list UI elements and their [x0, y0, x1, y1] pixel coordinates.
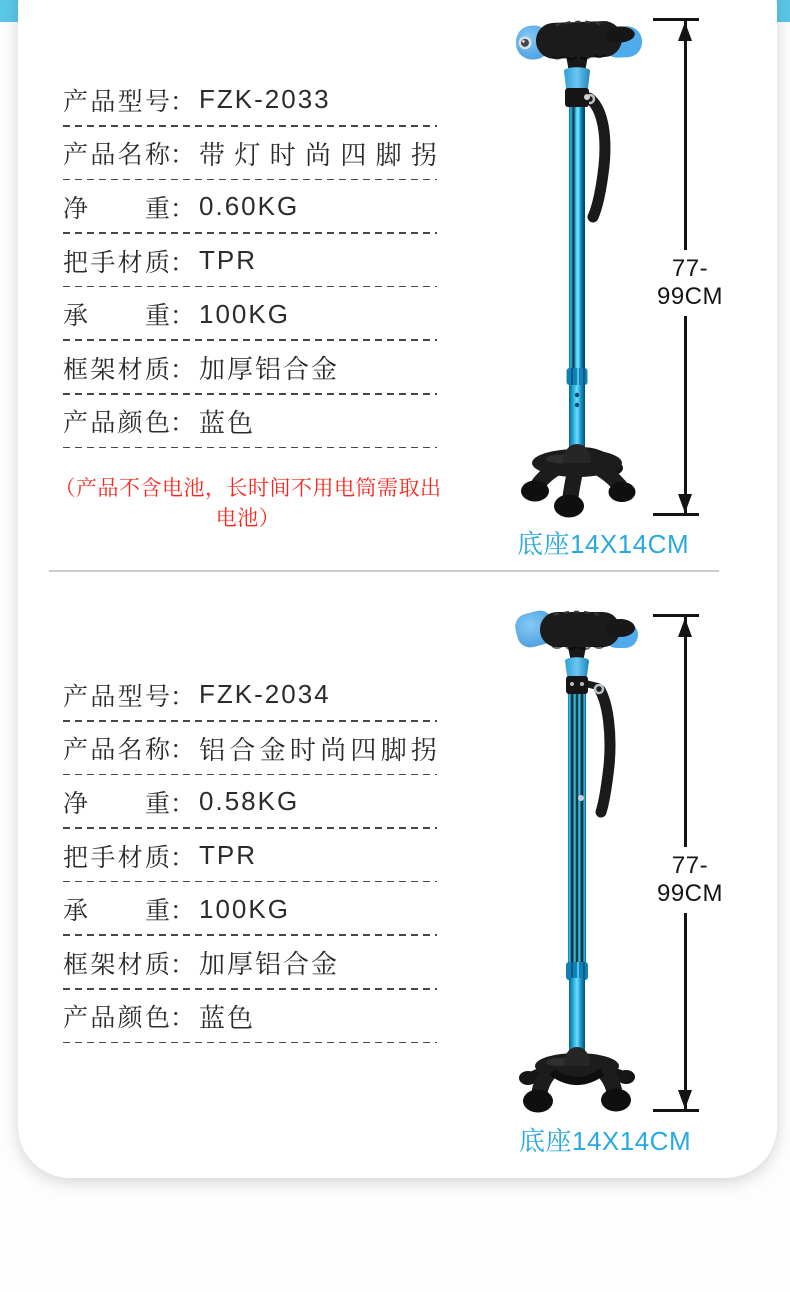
spec-colon: ：: [170, 87, 196, 116]
wrist-strap: [586, 95, 605, 217]
spec-row: [63, 775, 437, 829]
dimension-cap-bottom: [653, 1109, 699, 1112]
arrow-down-icon: [678, 494, 692, 513]
arrow-up-icon: [678, 22, 692, 41]
spec-label: 产品名称: [63, 736, 170, 765]
spec-row: [63, 341, 437, 395]
spec-value: TPR: [199, 245, 258, 276]
quad-base: [519, 1047, 635, 1113]
spec-value: 0.58KG: [199, 786, 300, 817]
spec-colon: ：: [170, 194, 196, 223]
spec-table-product-1: [63, 73, 437, 448]
height-adjust-button: [578, 795, 584, 801]
spec-colon: ：: [170, 302, 196, 331]
spec-row: [63, 73, 437, 127]
spec-value: 100KG: [199, 893, 290, 924]
spec-label: 把手材质: [63, 843, 170, 872]
spec-value: 蓝色: [199, 1002, 256, 1033]
height-label: 77-99CM: [644, 847, 736, 913]
dimension-cap-top: [653, 614, 699, 617]
spec-value: TPR: [199, 840, 258, 871]
spec-label: 净重: [63, 789, 170, 818]
spec-row: [63, 180, 437, 234]
spec-row: [63, 829, 437, 883]
spec-colon: ：: [170, 141, 196, 170]
spec-row: [63, 395, 437, 449]
battery-note: （产品不含电池，长时间不用电筒需取出电池）: [54, 477, 442, 530]
spec-value: 加厚铝合金: [199, 949, 340, 980]
spec-value: FZK-2033: [199, 84, 331, 115]
wrist-strap: [584, 680, 610, 812]
spec-value: 加厚铝合金: [199, 354, 340, 385]
spec-value: 铝合金时尚四脚拐: [199, 734, 437, 765]
cane-shaft: [566, 692, 588, 1058]
spec-row: [63, 287, 437, 341]
quad-base: [521, 444, 636, 518]
cane-shaft: [567, 106, 588, 463]
arrow-up-icon: [678, 618, 692, 637]
spec-label: 承重: [63, 897, 170, 926]
spec-table-product-2: [63, 668, 437, 1043]
spec-row: [63, 668, 437, 722]
spec-value: 蓝色: [199, 407, 256, 438]
spec-value: 带灯时尚四脚拐: [199, 139, 437, 170]
spec-colon: ：: [170, 843, 196, 872]
spec-row: [63, 234, 437, 288]
spec-row: [63, 936, 437, 990]
dimension-cap-top: [653, 18, 699, 21]
spec-label: 把手材质: [63, 248, 170, 277]
spec-colon: ：: [170, 736, 196, 765]
spec-colon: ：: [170, 950, 196, 979]
cane-image-fzk2033: [492, 14, 662, 526]
height-label: 77-99CM: [644, 250, 736, 316]
dimension-cap-bottom: [653, 513, 699, 516]
spec-label: 框架材质: [63, 950, 170, 979]
spec-row: [63, 127, 437, 181]
spec-colon: ：: [170, 789, 196, 818]
spec-colon: ：: [170, 409, 196, 438]
spec-label: 产品型号: [63, 87, 170, 116]
spec-row: [63, 722, 437, 776]
base-size-label: 底座14X14CM: [517, 529, 690, 559]
spec-colon: ：: [170, 682, 196, 711]
spec-label: 产品颜色: [63, 1004, 170, 1033]
section-divider: [49, 570, 719, 572]
spec-label: 产品颜色: [63, 409, 170, 438]
spec-label: 框架材质: [63, 355, 170, 384]
arrow-down-icon: [678, 1090, 692, 1109]
spec-label: 产品型号: [63, 682, 170, 711]
spec-row: [63, 882, 437, 936]
spec-colon: ：: [170, 248, 196, 277]
cane-handle: [512, 608, 638, 650]
spec-label: 净重: [63, 194, 170, 223]
spec-colon: ：: [170, 1004, 196, 1033]
spec-colon: ：: [170, 355, 196, 384]
spec-value: 0.60KG: [199, 191, 300, 222]
spec-label: 产品名称: [63, 141, 170, 170]
cane-handle: [515, 20, 642, 61]
spec-row: [63, 990, 437, 1044]
spec-colon: ：: [170, 897, 196, 926]
spec-label: 承重: [63, 302, 170, 331]
base-size-label: 底座14X14CM: [519, 1126, 692, 1156]
spec-value: FZK-2034: [199, 679, 331, 710]
cane-image-fzk2034: [492, 604, 662, 1120]
spec-value: 100KG: [199, 298, 290, 329]
